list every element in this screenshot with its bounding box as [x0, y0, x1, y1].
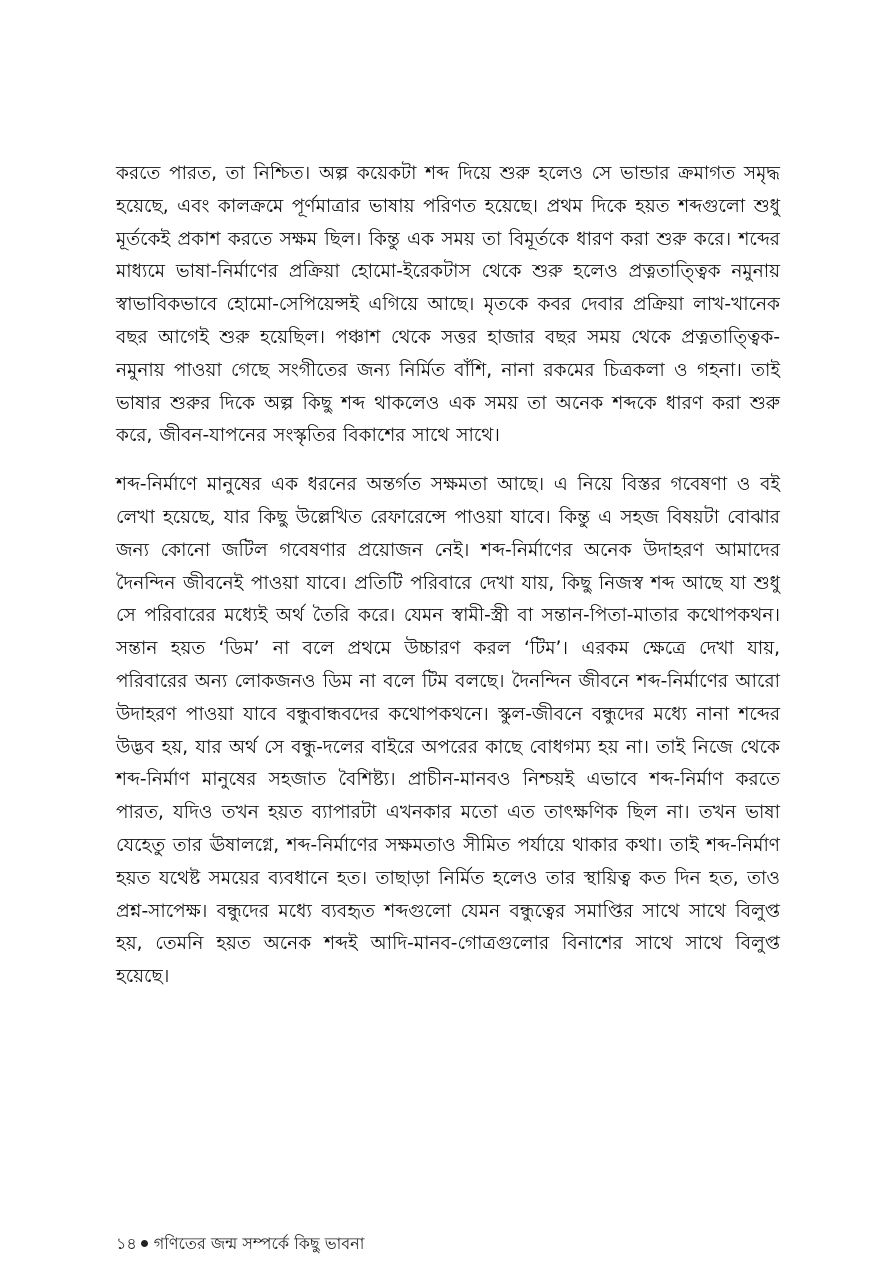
page-number: ১৪ [116, 1234, 137, 1253]
paragraph-2: শব্দ-নির্মাণে মানুষের এক ধরনের অন্তর্গত সক্ষমতা আছে। এ নিয়ে বিস্তর গবেষণা ও বই লেখা হয়েছে, যার কিছু উল্লেখিত রেফারেন্সে পাওয়া যাবে। কিন্তু এ সহজ বিষয়টা বোঝার জন্য কোনো জটিল গবেষণার প্রয়োজন নেই। শব্দ-নির্মাণের অনেক উদাহরণ আমাদের দৈনন্দিন জীবনেই পাওয়া যাবে। প্রতিটি পরিবারে দেখা যায়, কিছু নিজস্ব শব্দ আছে যা শুধু সে পরিবারের মধ্যেই অর্থ তৈরি করে। যেমন স্বামী-স্ত্রী বা সন্তান-পিতা-মাতার কথোপকথন। সন্তান হয়ত ‘ডিম’ না বলে প্রথমে উচ্চারণ করল ‘টিম’। এরকম ক্ষেত্রে দেখা যায়, পরিবারের অন্য লোকজনও ডিম না বলে টিম বলছে। দৈনন্দিন জীবনে শব্দ-নির্মাণের আরো উদাহরণ পাওয়া যাবে বন্ধুবান্ধবদের কথোপকথনে। স্কুল-জীবনে বন্ধুদের মধ্যে নানা শব্দের উদ্ভব হয়, যার অর্থ সে বন্ধু-দলের বাইরে অপরের কাছে বোধগম্য হয় না। তাই নিজে থেকে শব্দ-নির্মাণ মানুষের সহজাত বৈশিষ্ট্য। প্রাচীন-মানবও নিশ্চয়ই এভাবে শব্দ-নির্মাণ করতে পারত, যদিও তখন হয়ত ব্যাপারটা এখনকার মতো এত তাৎক্ষণিক ছিল না। তখন ভাষা যেহেতু তার ঊষালগ্নে, শব্দ-নির্মাণের সক্ষমতাও সীমিত পর্যায়ে থাকার কথা। তাই শব্দ-নির্মাণ হয়ত যথেষ্ট সময়ের ব্যবধানে হত। তাছাড়া নির্মিত হলেও তার স্থায়িত্ব কত দিন হত, তাও প্রশ্ন-সাপেক্ষ। বন্ধুদের মধ্যে ব্যবহৃত শব্দগুলো যেমন বন্ধুত্বের সমাপ্তির সাথে সাথে বিলুপ্ত হয়, তেমনি হয়ত অনেক শব্দই আদি-মানব-গোত্রগুলোর বিনাশের সাথে সাথে বিলুপ্ত হয়েছে। [116, 474, 780, 988]
running-title: গণিতের জন্ম সম্পর্কে কিছু ভাবনা [153, 1234, 365, 1253]
page-footer [116, 1232, 364, 1256]
body-text [116, 158, 780, 1010]
paragraph-1: করতে পারত, তা নিশ্চিত। অল্প কয়েকটা শব্দ দিয়ে শুরু হলেও সে ভান্ডার ক্রমাগত সমৃদ্ধ হয়েছে, এবং কালক্রমে পূর্ণমাত্রার ভাষায় পরিণত হয়েছে। প্রথম দিকে হয়ত শব্দগুলো শুধু মূর্তকেই প্রকাশ করতে সক্ষম ছিল। কিন্তু এক সময় তা বিমূর্তকে ধারণ করা শুরু করে। শব্দের মাধ্যমে ভাষা-নির্মাণের প্রক্রিয়া হোমো-ইরেকটাস থেকে শুরু হলেও প্রত্নতাত্ত্বিক নমুনায় স্বাভাবিকভাবে হোমো-সেপিয়েন্সই এগিয়ে আছে। মৃতকে কবর দেবার প্রক্রিয়া লাখ-খানেক বছর আগেই শুরু হয়েছিল। পঞ্চাশ থেকে সত্তর হাজার বছর সময় থেকে প্রত্নতাত্ত্বিক-নমুনায় পাওয়া গেছে সংগীতের জন্য নির্মিত বাঁশি, নানা রকমের চিত্রকলা ও গহনা। তাই ভাষার শুরুর দিকে অল্প কিছু শব্দ থাকলেও এক সময় তা অনেক শব্দকে ধারণ করা শুরু করে, জীবন-যাপনের সংস্কৃতির বিকাশের সাথে সাথে। [116, 163, 780, 447]
bullet-dot-icon [141, 1240, 148, 1247]
